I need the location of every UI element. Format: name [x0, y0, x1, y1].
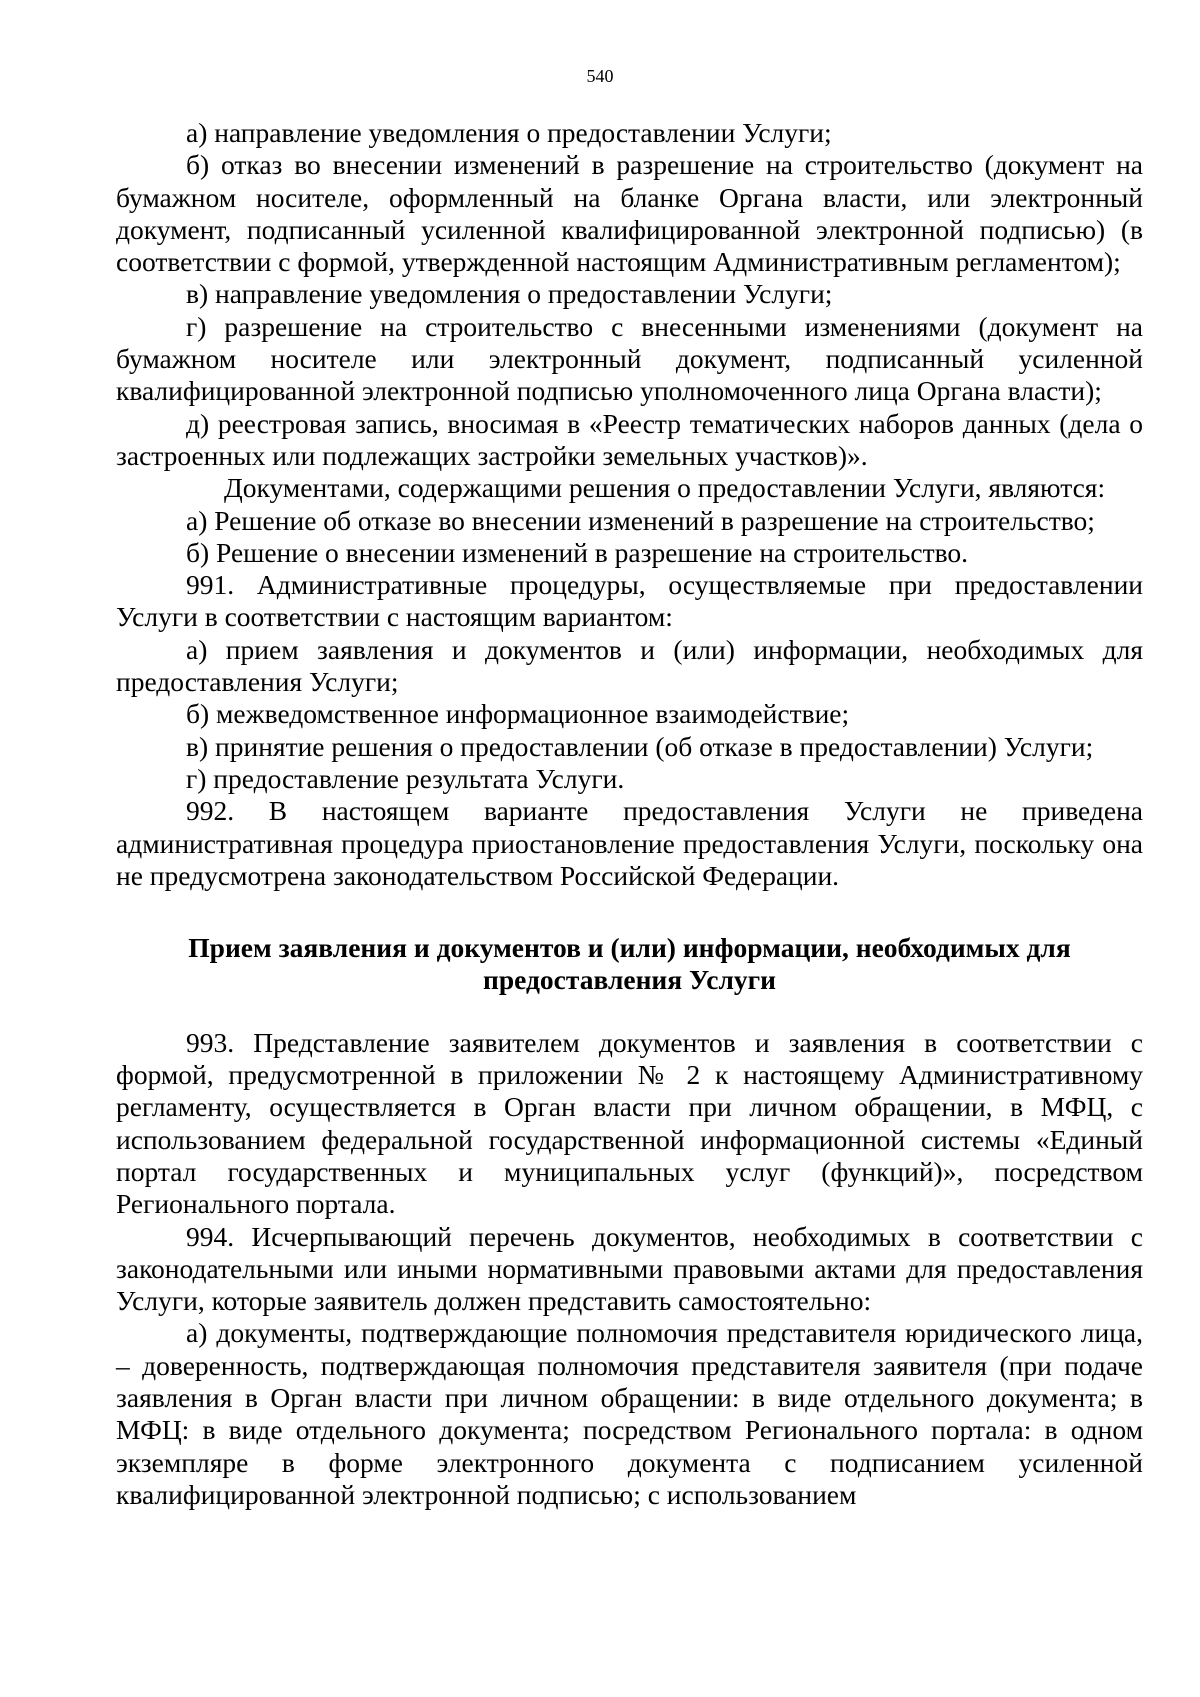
- section-heading: [116, 932, 1143, 997]
- page-content: [116, 117, 1143, 1511]
- paragraph-decision-b: б) Решение о внесении изменений в разрешение на строительство.: [186, 536, 969, 568]
- paragraph-994: 994. Исчерпывающий перечень документов, необходимых в соответствии с законодательными или иными нормативными правовыми актами для предоставления Услуги, которые заявитель должен представить самостоятельно:: [116, 1220, 1143, 1317]
- page-number: 540: [586, 66, 614, 86]
- paragraph-993: 993. Представление заявителем документов и заявления в соответствии с формой, предусмотренной в приложении № 2 к настоящему Административному регламенту, осуществляется в Орган власти при личном обращении, в МФЦ, с использованием федеральной государственной информационной системы «Единый портал государственных и муниципальных услуг (функций)», посредством Регионального портала.: [116, 1026, 1143, 1220]
- paragraph-decision-a: а) Решение об отказе во внесении изменений в разрешение на строительство;: [186, 504, 1095, 536]
- paragraph-item-a-notification: а) направление уведомления о предоставлении Услуги;: [186, 117, 832, 148]
- spacer: [116, 892, 1143, 932]
- paragraph-994-item-a: а) документы, подтверждающие полномочия представителя юридического лица, – доверенность, подтверждающая полномочия представителя заявителя (при подаче заявления в Орган власти при личном обращении: в виде отдельного документа; в МФЦ: в виде отдельного документа; посредством Регионального портала: в одном экземпляре в форме электронного документа с подписанием усиленной квалифицированной электронной подписью; с использованием: [116, 1317, 1143, 1510]
- section-heading-line2: предоставления Услуги: [483, 964, 776, 996]
- paragraph-procedure-b: б) межведомственное информационное взаимодействие;: [186, 698, 850, 730]
- section-heading-line1: Прием заявления и документов и (или) информации, необходимых для: [188, 932, 1071, 964]
- spacer: [116, 997, 1143, 1027]
- paragraph-item-v-notification: в) направление уведомления о предоставлении Услуги;: [186, 278, 833, 310]
- paragraph-procedure-a: а) прием заявления и документов и (или) информации, необходимых для предоставления Услуги;: [116, 633, 1143, 698]
- paragraph-item-d-registry: д) реестровая запись, вносимая в «Реестр тематических наборов данных (дела о застроенных или подлежащих застройки земельных участков)».: [116, 407, 1143, 471]
- paragraph-992: 992. В настоящем варианте предоставления Услуги не приведена административная процедура приостановление предоставления Услуги, поскольку она не предусмотрена законодательством Российской Федерации.: [116, 795, 1143, 891]
- paragraph-item-g-permit: г) разрешение на строительство с внесенными изменениями (документ на бумажном носителе или электронный документ, подписанный усиленной квалифицированной электронной подписью уполномоченного лица Органа власти);: [116, 310, 1143, 407]
- paragraph-991: 991. Административные процедуры, осуществляемые при предоставлении Услуги в соответствии с настоящим вариантом:: [116, 569, 1143, 633]
- paragraph-decisions-intro: Документами, содержащими решения о предоставлении Услуги, являются:: [224, 472, 1106, 504]
- paragraph-procedure-v: в) принятие решения о предоставлении (об отказе в предоставлении) Услуги;: [186, 730, 1094, 762]
- paragraph-procedure-g: г) предоставление результата Услуги.: [186, 762, 625, 794]
- paragraph-item-b-refusal: б) отказ во внесении изменений в разрешение на строительство (документ на бумажном носителе, оформленный на бланке Органа власти, или электронный документ, подписанный усиленной квалифицированной электронной подписью) (в соответствии с формой, утвержденной настоящим Административным регламентом);: [116, 149, 1143, 278]
